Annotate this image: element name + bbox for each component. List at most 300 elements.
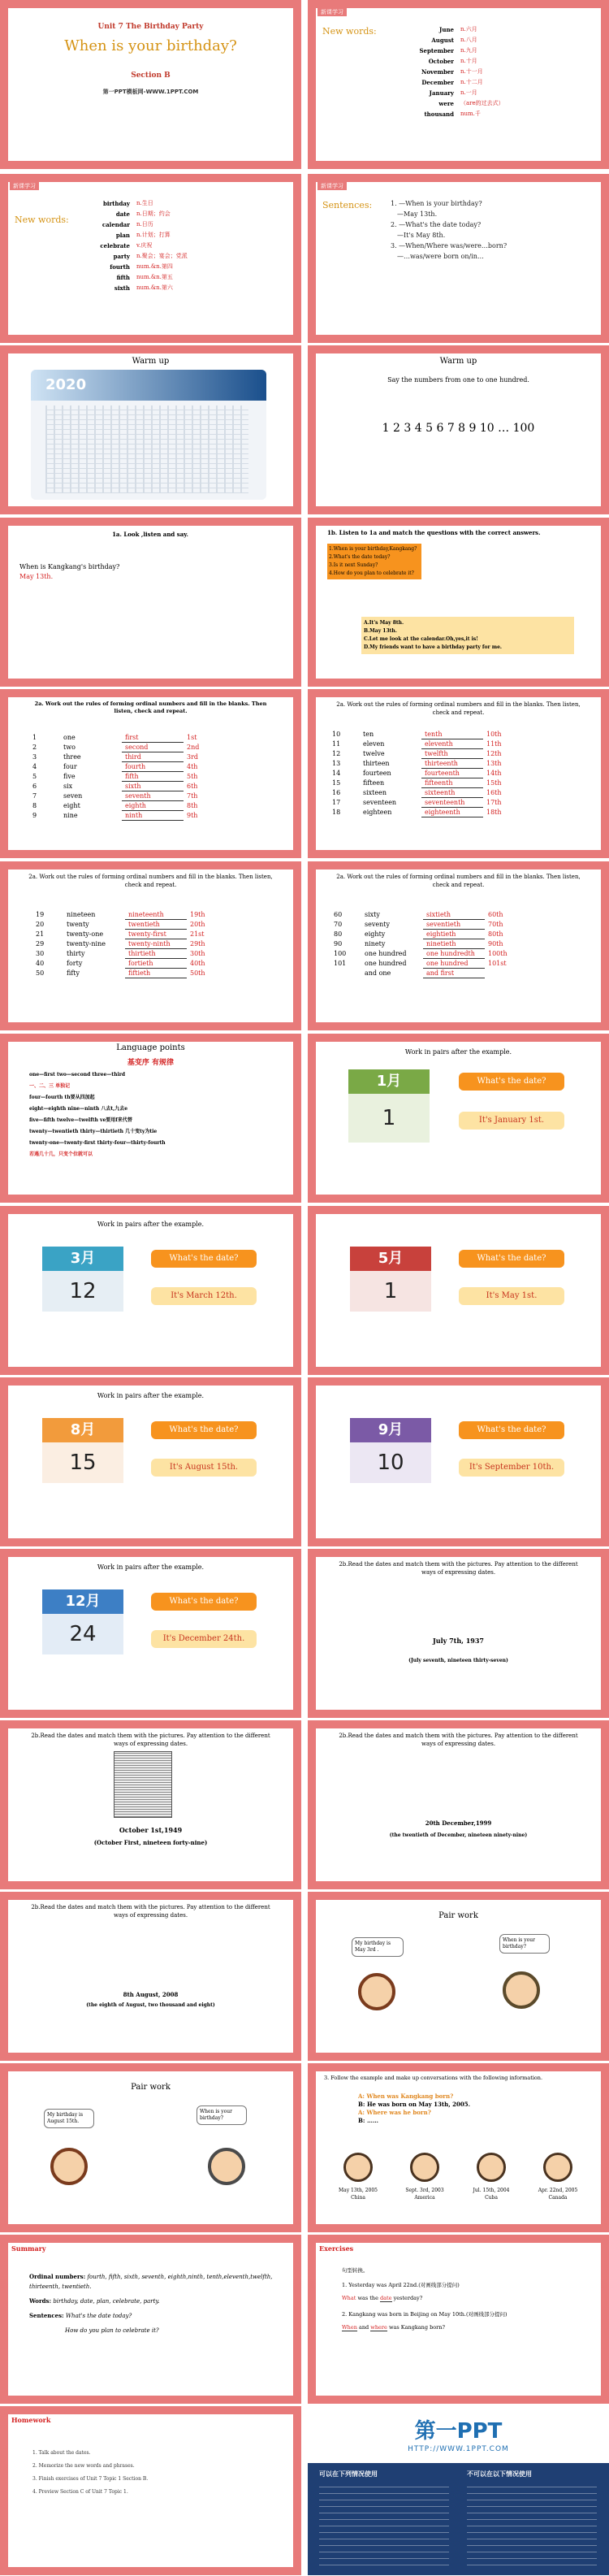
person-card [394, 2153, 456, 2201]
question-pill: What's the date? [151, 1250, 257, 1268]
table-cell: 1st [187, 734, 197, 742]
word-row [41, 219, 244, 230]
word-en: calendar [102, 221, 130, 228]
calendar-month: 8月 [42, 1418, 123, 1442]
table-cell: two [63, 744, 76, 751]
question-item: 1.When is your birthday,Kangkang? [329, 546, 417, 552]
word-row [41, 262, 244, 272]
word-zh: num.千 [460, 111, 481, 117]
table-cell: and first [423, 969, 485, 978]
new-words-label: New words: [15, 215, 69, 225]
word-zh: n.八月 [460, 37, 477, 43]
table-cell: fiftieth [125, 969, 187, 978]
slide-new-words-1 [308, 0, 609, 169]
table-cell: 101 [334, 960, 347, 967]
answer-pill: It's May 1st. [459, 1287, 564, 1305]
table-row [29, 752, 222, 762]
rule-line: twenty—twentieth thirty—thirtieth 几十变ty为tie [29, 1129, 158, 1134]
person-avatar [543, 2153, 572, 2182]
answer-pill: It's September 10th. [459, 1459, 564, 1477]
table-cell: 18th [486, 809, 502, 816]
date-text: October 1st,1949 [119, 1826, 183, 1834]
table-cell: third [122, 752, 184, 762]
table-row [329, 759, 522, 769]
word-row [41, 241, 244, 251]
table-cell: sixtieth [423, 910, 485, 920]
person-card [527, 2153, 589, 2201]
slide-title: Warm up [439, 357, 477, 366]
table-cell: 12 [332, 750, 341, 757]
word-en: January [429, 89, 454, 97]
table-cell: twenty-one [67, 930, 104, 938]
answer-blank: What [342, 2295, 356, 2301]
table-cell: and one [365, 969, 391, 977]
table-cell: one hundred [365, 960, 407, 967]
answer-text: May 13th. [19, 573, 54, 580]
table-cell: three [63, 753, 81, 761]
sentence-line: —It's May 8th. [397, 232, 446, 239]
table-row [330, 930, 524, 939]
slide-title: Work in pairs after the example. [404, 1048, 512, 1056]
table-row [32, 949, 226, 959]
rule-line: twenty-one—twenty-first thirty-four—thirty-fourth [29, 1140, 166, 1146]
word-list [365, 24, 551, 119]
table-row [29, 762, 222, 772]
table-cell: 12th [486, 750, 502, 757]
speech-bubble: When is your birthday? [197, 2105, 247, 2125]
section-badge: Summary [11, 2244, 46, 2253]
ordinal-table [32, 910, 226, 978]
ordinal-table [330, 910, 524, 978]
table-cell: 10 [332, 731, 341, 739]
table-cell: 40 [36, 960, 45, 967]
activity-heading: 2a. Work out the rules of forming ordinal numbers and fill in the blanks. Then listen, check and repeat. [336, 874, 581, 888]
word-row [365, 46, 551, 56]
table-row [29, 733, 222, 743]
table-cell: 80 [334, 930, 343, 938]
word-en: were [438, 100, 454, 107]
word-zh: n.六月 [460, 26, 477, 33]
table-cell: twentieth [125, 920, 187, 930]
table-cell: 6th [187, 783, 198, 790]
word-en: August [431, 37, 454, 44]
slide-warm-up-numbers [308, 345, 609, 514]
table-cell: 4th [187, 763, 198, 770]
table-cell: 90th [488, 940, 503, 948]
table-cell: fourteenth [421, 769, 483, 778]
question-pill: What's the date? [459, 1250, 564, 1268]
table-cell: 2nd [187, 744, 200, 751]
table-cell: seventeen [363, 799, 397, 806]
boy-avatar [208, 2148, 245, 2185]
table-cell: nine [63, 812, 78, 819]
rule-list [29, 1069, 273, 1160]
rule-line: eight—eighth nine—ninth 八去t,九去e [29, 1106, 128, 1112]
word-row [41, 272, 244, 283]
activity-heading: 2b.Read the dates and match them with the pictures. Pay attention to the different ways of expressing dates. [339, 1561, 578, 1576]
section-badge: 新课学习 [317, 182, 347, 190]
slide-homework [0, 2406, 301, 2575]
activity-heading: 2b.Read the dates and match them with the pictures. Pay attention to the different ways of expressing dates. [31, 1904, 270, 1919]
homework-item: 4. Preview Section C of Unit 7 Topic 1. [32, 2489, 128, 2495]
table-cell: ten [363, 731, 374, 739]
table-row [330, 969, 524, 978]
calendar-month: 5月 [350, 1247, 431, 1271]
ordinal-label: Ordinal numbers: [29, 2273, 86, 2280]
activity-heading: 2b.Read the dates and match them with the pictures. Pay attention to the different ways of expressing dates. [31, 1733, 270, 1747]
homework-list [32, 2447, 148, 2499]
table-cell: 11th [486, 740, 502, 748]
slide-pair-aug [0, 1377, 301, 1546]
table-cell: one hundred [423, 959, 485, 969]
table-row [329, 798, 522, 808]
ordinal-table [29, 733, 222, 821]
calendar-day: 10 [350, 1442, 431, 1483]
person-card [327, 2153, 389, 2201]
date-text: 20th December,1999 [425, 1819, 492, 1827]
dialog-line: A: Where was he born? [358, 2109, 431, 2116]
slide-1a [0, 518, 301, 687]
table-cell: fifth [122, 772, 184, 782]
date-reading: (July seventh, nineteen thirty-seven) [408, 1658, 508, 1663]
table-cell: thirteenth [421, 759, 483, 769]
link-list [319, 2484, 449, 2565]
slide-pair-dec [0, 1549, 301, 1718]
answer-blank: date [380, 2295, 392, 2301]
word-en: fifth [116, 274, 130, 281]
sentences-label: Sentences: [322, 200, 373, 210]
table-cell: 50th [190, 969, 205, 977]
table-cell: six [63, 783, 73, 790]
word-row [365, 24, 551, 35]
table-cell: 11 [332, 740, 341, 748]
table-cell: 17th [486, 799, 502, 806]
table-cell: thirtieth [125, 949, 187, 959]
exercise-question: 2. Kangkang was born in Beijing on May 10th.(对画线部分提问) [342, 2311, 508, 2318]
answer-blank: where [370, 2324, 387, 2331]
slide-title: Pair work [131, 2083, 171, 2092]
table-row [330, 949, 524, 959]
date-reading: (the twentieth of December, nineteen ninety-nine) [389, 1832, 528, 1838]
table-cell: seventieth [423, 920, 485, 930]
person-place: Canada [548, 2195, 568, 2201]
table-cell: 19 [36, 911, 45, 919]
answer-pill: It's August 15th. [151, 1459, 257, 1477]
slide-2b-2008 [0, 1892, 301, 2061]
table-cell: sixty [365, 911, 380, 919]
person-avatar [343, 2153, 373, 2182]
table-cell: 14 [332, 770, 341, 777]
homework-item: 2. Memorize the new words and phrases. [32, 2463, 135, 2469]
answer-text: was the [357, 2295, 378, 2301]
slide-pair-may [308, 1206, 609, 1375]
answer-item: C.Let me look at the calendar.Oh,yes,it is! [364, 636, 478, 642]
table-cell: twenty-ninth [125, 939, 187, 949]
example-dialog [358, 2092, 470, 2125]
word-zh: n.生日 [136, 200, 153, 206]
table-row [329, 778, 522, 788]
word-en: sixth [114, 284, 130, 292]
table-cell: one [63, 734, 76, 742]
brand-logo: 第一PPT [414, 2419, 503, 2444]
table-cell: one hundred [365, 950, 407, 957]
calendar-month: 3月 [42, 1247, 123, 1271]
word-en: plan [115, 232, 130, 239]
word-en: date [115, 210, 130, 218]
table-cell: ninety [365, 940, 386, 948]
answer-text: and [358, 2324, 369, 2331]
slide-summary [0, 2235, 301, 2404]
calendar-month: 12月 [42, 1589, 123, 1614]
calendar-image [31, 370, 266, 500]
unit-title: Unit 7 The Birthday Party [97, 23, 204, 31]
word-zh: （are的过去式） [460, 100, 504, 106]
table-cell: fifteen [363, 779, 385, 787]
table-cell: second [122, 743, 184, 752]
word-en: December [421, 79, 454, 86]
table-cell: 16th [486, 789, 502, 796]
slide-2a-1 [0, 689, 301, 858]
slide-2a-2 [308, 689, 609, 858]
table-row [29, 743, 222, 752]
activity-heading: 1b. Listen to 1a and match the questions with the correct answers. [327, 529, 541, 536]
word-row [365, 67, 551, 77]
table-row [330, 959, 524, 969]
table-cell: fifty [67, 969, 80, 977]
table-cell: 29th [190, 940, 205, 948]
person-place: America [414, 2195, 435, 2201]
section-badge: 新课学习 [317, 8, 347, 16]
table-cell: 90 [334, 940, 343, 948]
person-avatar [410, 2153, 439, 2182]
table-cell: five [63, 773, 76, 780]
table-cell: 20 [36, 921, 45, 928]
slide-pair-sep [308, 1377, 609, 1546]
table-cell: 9th [187, 812, 198, 819]
brand-url[interactable]: HTTP://WWW.1PPT.COM [408, 2445, 509, 2453]
calendar-month: 9月 [350, 1418, 431, 1442]
word-zh: n.计划；打算 [136, 232, 171, 238]
activity-heading: 2a. Work out the rules of forming ordinal numbers and fill in the blanks. Then listen, check and repeat. [28, 874, 273, 888]
word-zh: v.庆祝 [136, 242, 153, 249]
table-cell: eighty [365, 930, 386, 938]
table-cell: 70 [334, 921, 343, 928]
word-zh: n.九月 [460, 47, 477, 54]
table-cell: 9 [32, 812, 37, 819]
table-cell: 15 [332, 779, 341, 787]
slide-title [0, 0, 301, 169]
word-en: party [113, 253, 130, 260]
table-cell: 18 [332, 809, 341, 816]
table-cell: eighteen [363, 809, 392, 816]
homework-item: 1. Talk about the dates. [32, 2450, 91, 2456]
footer-text: 第一PPT模板网-WWW.1PPT.COM [102, 89, 199, 95]
answer-item: A.It's May 8th. [364, 620, 404, 626]
answer-blank: When [342, 2324, 357, 2331]
word-zh: n.日期；约会 [136, 210, 171, 217]
dialog-line: B: He was born on May 13th, 2005. [358, 2101, 471, 2108]
table-cell [485, 969, 524, 978]
slide-ppt-info [308, 2406, 609, 2575]
answer-item: D.My friends want to have a birthday party for me. [364, 644, 503, 650]
word-row [365, 109, 551, 119]
table-cell: nineteenth [125, 910, 187, 920]
word-list [41, 198, 244, 293]
rule-line: 若遇几十几，只变个位就可以 [29, 1151, 93, 1157]
exercise-intro: 句型转换。 [342, 2267, 369, 2274]
activity-heading: 3. Follow the example and make up conversations with the following information. [324, 2075, 543, 2081]
word-row [365, 35, 551, 46]
date-text: July 7th, 1937 [433, 1637, 484, 1645]
slide-2b-1937 [308, 1549, 609, 1718]
answer-pill: It's January 1st. [459, 1112, 564, 1130]
table-cell: 30 [36, 950, 45, 957]
question-item: 4.How do you plan to celebrate it? [329, 570, 414, 576]
slide-title: Warm up [132, 357, 170, 366]
word-zh: num.&n.第六 [136, 284, 173, 291]
date-reading: (the eighth of August, two thousand and eight) [86, 2002, 215, 2008]
word-en: October [428, 58, 454, 65]
dialog-line: B: …… [358, 2117, 378, 2124]
lesson-title: When is your birthday? [64, 37, 237, 54]
table-cell: 16 [332, 789, 341, 796]
person-avatar [477, 2153, 506, 2182]
usage-allowed-title: 可以在下列情况使用 [319, 2470, 378, 2478]
activity-heading: 2a. Work out the rules of forming ordinal numbers and fill in the blanks. Then listen, check and repeat. [336, 701, 581, 716]
table-cell: 8 [32, 802, 37, 809]
section-badge: 新课学习 [10, 182, 39, 190]
table-row [29, 801, 222, 811]
table-cell: 15th [486, 779, 502, 787]
word-en: birthday [102, 200, 130, 207]
calendar-day: 24 [42, 1614, 123, 1654]
table-cell: sixteen [363, 789, 387, 796]
table-cell: seventeenth [421, 798, 483, 808]
table-cell: 29 [36, 940, 45, 948]
table-cell: 70th [488, 921, 503, 928]
word-row [365, 56, 551, 67]
calendar-month: 1月 [348, 1069, 430, 1094]
table-cell: 5th [187, 773, 198, 780]
section-badge: Exercises [319, 2244, 354, 2253]
rule-line: one—first two—second three—third [29, 1072, 126, 1078]
table-cell: one hundredth [423, 949, 485, 959]
slide-title: Work in pairs after the example. [97, 1221, 205, 1228]
question-item: 3.Is it next Sunday? [329, 562, 378, 568]
boy-avatar [50, 2148, 88, 2185]
sentence-text: How do you plan to celebrate it? [65, 2327, 159, 2334]
slide-pair-mar [0, 1206, 301, 1375]
slide-2b-1999 [308, 1720, 609, 1889]
table-cell: fortieth [125, 959, 187, 969]
activity-heading: 2a. Work out the rules of forming ordinal numbers and fill in the blanks. Then listen, check and repeat. [34, 700, 267, 714]
exercise-question: 1. Yesterday was April 22nd.(对画线部分提问) [342, 2282, 460, 2288]
ordinal-text: fourth, fifth, sixth, seventh, eighth,ninth, tenth,eleventh,twelfth, thirteenth, twentieth. [29, 2274, 273, 2290]
word-zh: n.聚会；宴会；党派 [136, 253, 188, 259]
table-row [32, 969, 226, 978]
exercise-body [342, 2266, 577, 2332]
table-row [329, 739, 522, 749]
homework-item: 3. Finish exercises of Unit 7 Topic 1 Section B. [32, 2476, 149, 2482]
table-cell: 13th [486, 760, 502, 767]
question-box [327, 544, 421, 579]
person-place: Cuba [485, 2195, 498, 2201]
table-cell: 100th [488, 950, 508, 957]
boy-avatar [503, 1971, 540, 2009]
person-date: Jul. 15th, 2004 [473, 2188, 510, 2193]
date-text: 8th August, 2008 [123, 1991, 179, 1998]
table-cell: first [122, 733, 184, 743]
table-row [32, 959, 226, 969]
question-text: When is Kangkang's birthday? [19, 563, 120, 570]
table-cell: 7th [187, 792, 198, 800]
table-row [32, 939, 226, 949]
table-cell: eight [63, 802, 80, 809]
person-date: Apr. 22nd, 2005 [538, 2188, 578, 2193]
dialog-line: A: When was Kangkang born? [358, 2092, 454, 2100]
table-row [32, 930, 226, 939]
word-row [365, 88, 551, 98]
sentence-line: 3. —When/Where was/were…born? [391, 242, 508, 249]
table-cell: forty [67, 960, 83, 967]
answer-item: B.May 13th. [364, 628, 397, 634]
table-row [29, 782, 222, 791]
word-row [365, 77, 551, 88]
table-row [29, 811, 222, 821]
table-cell: 3rd [187, 753, 199, 761]
person-date: Sept. 3rd, 2003 [405, 2188, 444, 2193]
rule-line: four—fourth th要从四加起 [29, 1095, 95, 1100]
table-cell: 3 [32, 753, 37, 761]
table-cell: twenty-first [125, 930, 187, 939]
sentence-line: 1. —When is your birthday? [391, 200, 482, 207]
section-label: Section B [131, 72, 171, 80]
new-words-label: New words: [322, 26, 377, 37]
table-cell: four [63, 763, 77, 770]
activity-heading: 1a. Look ,listen and say. [112, 531, 188, 538]
table-cell: sixth [122, 782, 184, 791]
answer-pill: It's December 24th. [151, 1630, 257, 1648]
table-cell: 20th [190, 921, 205, 928]
slide-2a-3 [0, 861, 301, 1030]
answer-box [361, 617, 574, 654]
table-row [329, 808, 522, 817]
table-cell: seventy [365, 921, 390, 928]
calendar-day: 12 [42, 1271, 123, 1312]
slide-new-words-2 [0, 174, 301, 343]
slide-pair-work-1 [308, 1892, 609, 2061]
calendar-day: 15 [42, 1442, 123, 1483]
words-text: birthday, date, plan, celebrate, party. [53, 2298, 160, 2305]
slide-title: Work in pairs after the example. [97, 1392, 205, 1399]
table-cell: eleven [363, 740, 385, 748]
table-cell: 6 [32, 783, 37, 790]
calendar-year: 2020 [45, 376, 87, 393]
table-cell: 19th [190, 911, 205, 919]
word-zh: n.十月 [460, 58, 477, 64]
question-pill: What's the date? [459, 1421, 564, 1439]
section-badge: Homework [11, 2416, 51, 2424]
table-cell: 14th [486, 770, 502, 777]
table-cell: 100 [334, 950, 347, 957]
slide-title: Pair work [438, 1911, 478, 1920]
table-cell: fourteen [363, 770, 391, 777]
word-row [41, 198, 244, 209]
table-cell: 1 [32, 734, 37, 742]
sentence-line: 2. —What's the date today? [391, 221, 482, 228]
table-cell: eleventh [421, 739, 483, 749]
table-cell: nineteen [67, 911, 96, 919]
